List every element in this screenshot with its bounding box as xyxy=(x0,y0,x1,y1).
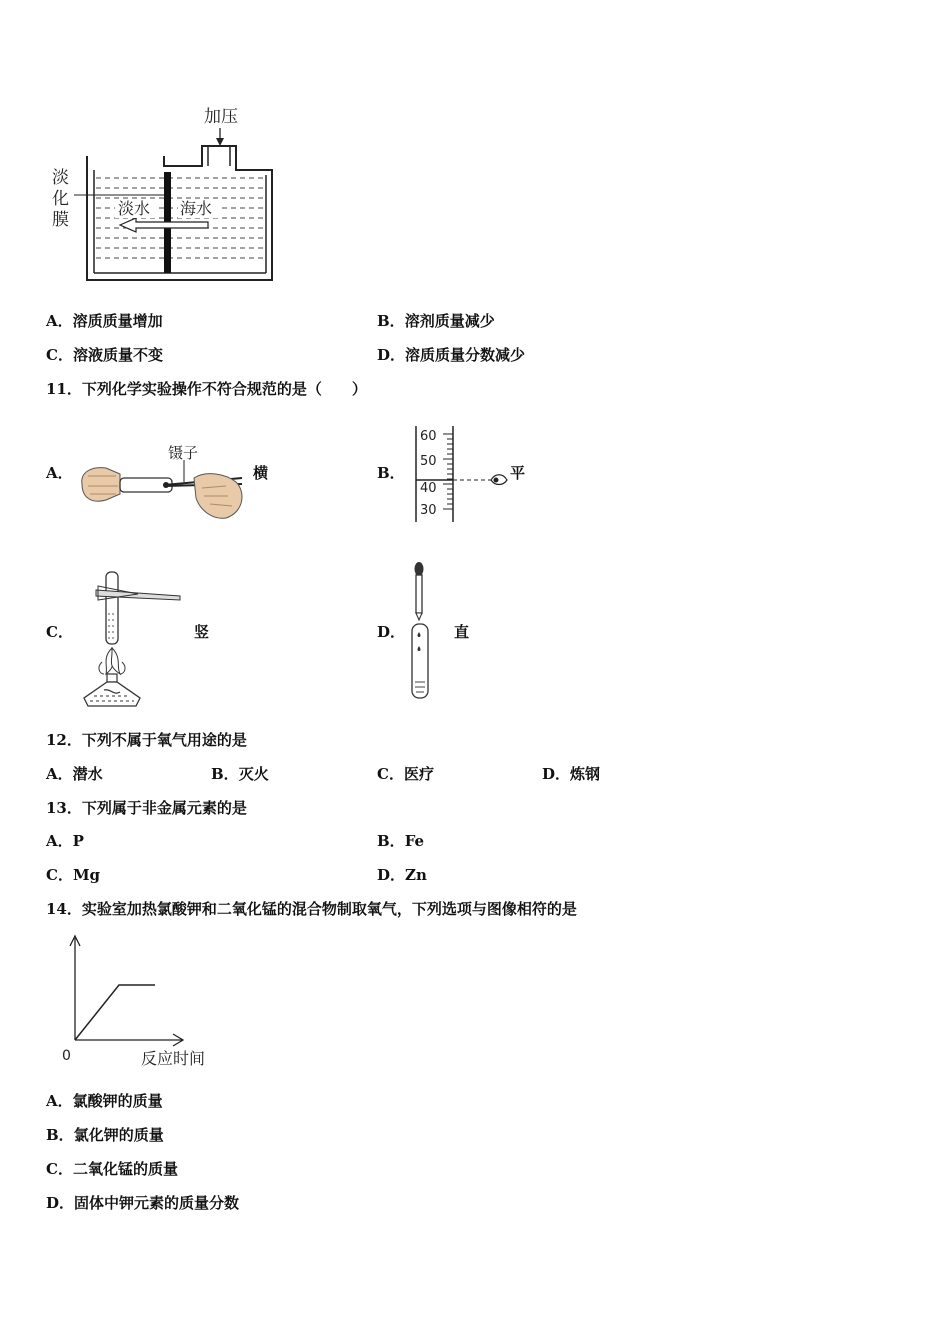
q13-stem: 13．下列属于非金属元素的是 xyxy=(46,799,247,817)
q14-option-a: A．氯酸钾的质量 xyxy=(46,1092,163,1110)
q11-option-b-tag: 平 xyxy=(510,464,526,482)
membrane-label-2: 化 xyxy=(52,189,69,209)
q13-option-b: B．Fe xyxy=(377,832,425,850)
q10-option-a: A．溶质质量增加 xyxy=(46,312,163,330)
tick-30: 30 xyxy=(420,503,437,518)
q10-option-b: B．溶剂质量减少 xyxy=(377,312,495,330)
q11-stem: 11．下列化学实验操作不符合规范的是（ ） xyxy=(46,380,367,398)
tick-60: 60 xyxy=(420,429,437,444)
q11-option-b-letter: B． xyxy=(377,464,405,482)
q11-option-c-tag: 竖 xyxy=(194,623,210,641)
sea-water-label: 海水 xyxy=(180,199,213,218)
q14-option-d: D．固体中钾元素的质量分数 xyxy=(46,1194,240,1212)
desalination-membrane-diagram xyxy=(40,100,290,290)
q13-option-a: A．P xyxy=(46,832,84,850)
q12-option-d: D．炼钢 xyxy=(542,765,601,783)
q14-option-c: C．二氧化锰的质量 xyxy=(46,1160,178,1178)
q12-stem: 12．下列不属于氧气用途的是 xyxy=(46,731,247,749)
q12-option-b: B．灭火 xyxy=(211,765,269,783)
heating-test-tube-figure xyxy=(76,566,186,710)
q12-option-a: A．潜水 xyxy=(46,765,103,783)
q10-option-d: D．溶质质量分数减少 xyxy=(377,346,526,364)
fresh-water-label: 淡水 xyxy=(118,199,151,218)
tweezers-label: 镊子 xyxy=(168,444,199,462)
tick-40: 40 xyxy=(420,481,437,496)
graph-curve xyxy=(75,985,155,1040)
q10-option-c: C．溶液质量不变 xyxy=(46,346,163,364)
q11-option-d-tag: 直 xyxy=(454,623,470,641)
tweezers-test-tube-figure xyxy=(76,440,252,522)
pressure-label: 加压 xyxy=(204,107,238,127)
q13-option-c: C．Mg xyxy=(46,866,101,884)
q14-graph xyxy=(55,930,225,1072)
q11-option-a-tag: 横 xyxy=(253,464,269,482)
q11-option-d-letter: D． xyxy=(377,623,406,641)
membrane-label-3: 膜 xyxy=(52,210,69,230)
q13-option-d: D．Zn xyxy=(377,866,427,884)
tick-50: 50 xyxy=(420,454,437,469)
q14-option-b: B．氯化钾的质量 xyxy=(46,1126,164,1144)
q14-stem: 14．实验室加热氯酸钾和二氧化锰的混合物制取氧气，下列选项与图像相符的是 xyxy=(46,900,577,918)
origin-label: 0 xyxy=(62,1048,71,1064)
eye-icon xyxy=(491,475,507,485)
membrane-label-1: 淡 xyxy=(52,168,69,188)
q11-option-c-letter: C． xyxy=(46,623,73,641)
x-axis-label: 反应时间 xyxy=(141,1049,206,1068)
q11-option-a-letter: A． xyxy=(46,464,73,482)
q12-option-c: C．医疗 xyxy=(377,765,434,783)
dropper-figure xyxy=(406,560,440,702)
